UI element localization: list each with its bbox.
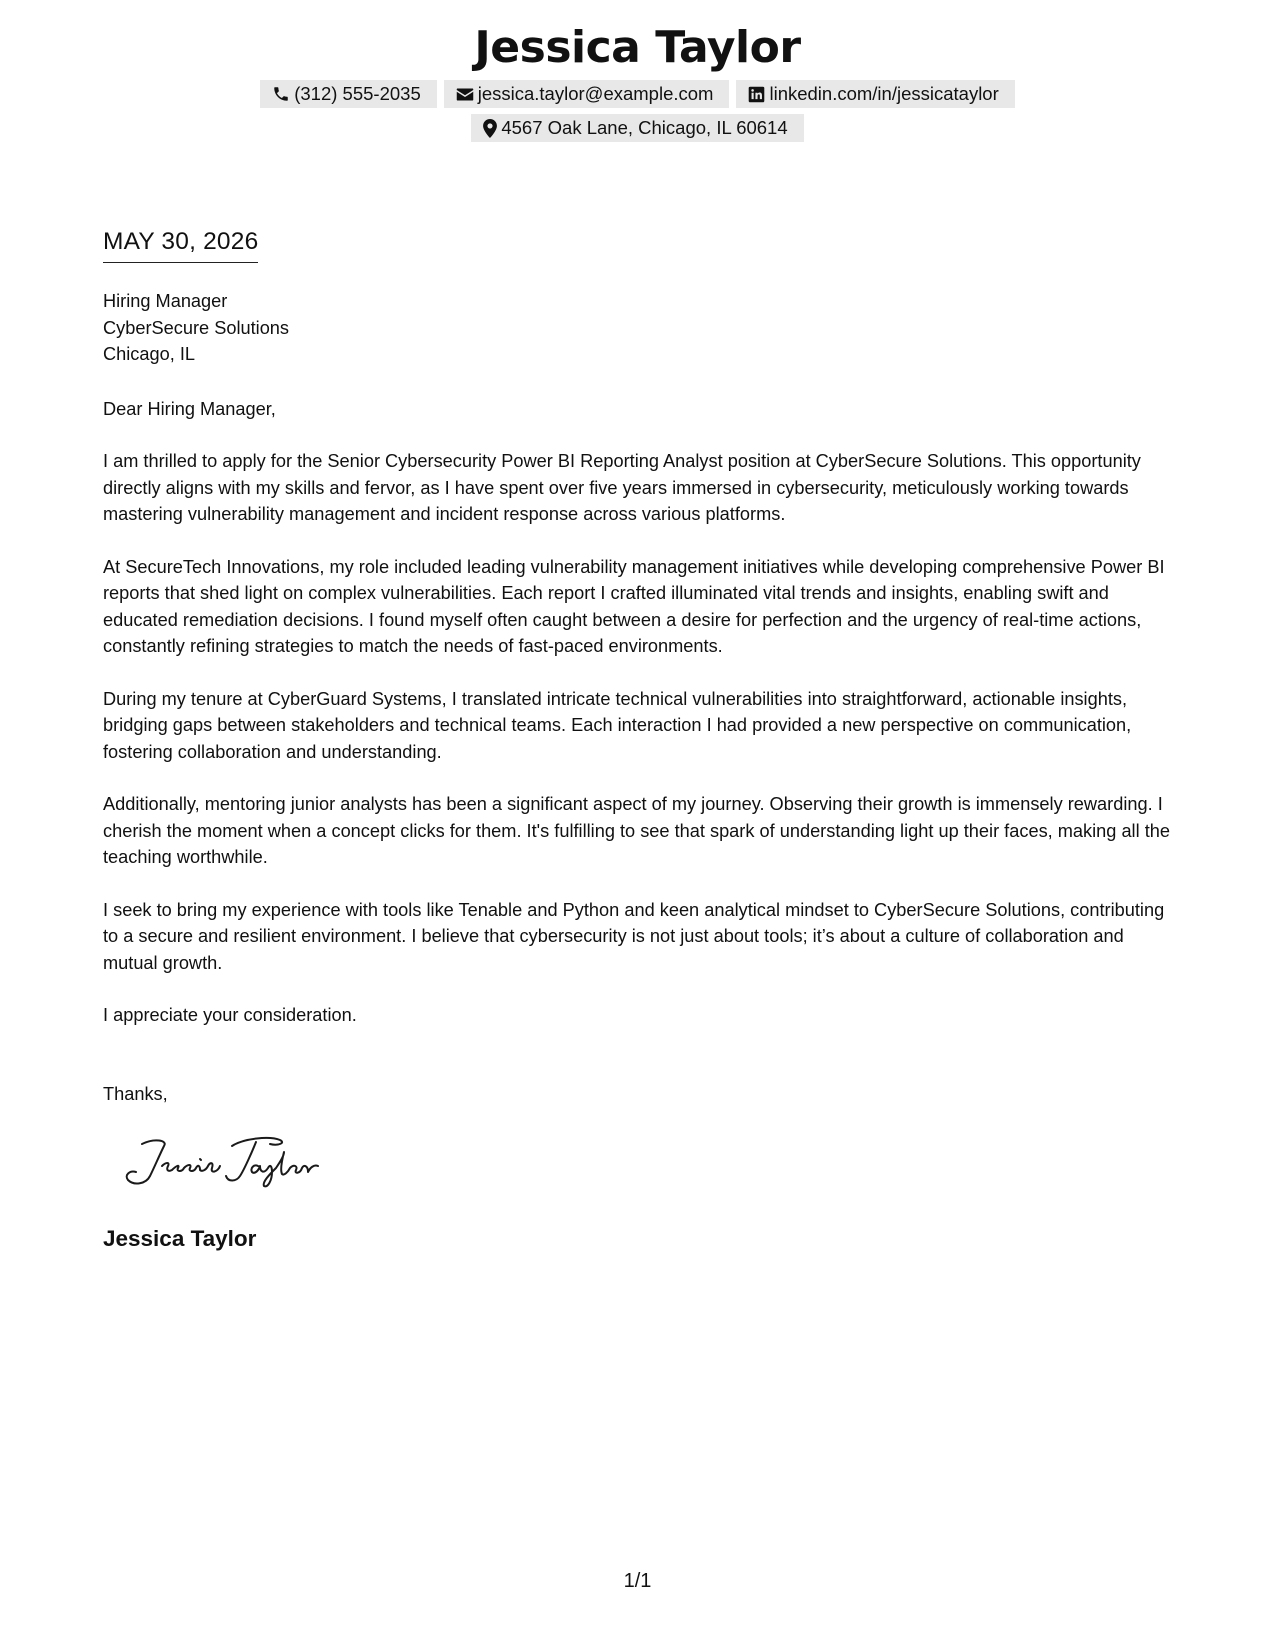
recipient-location: Chicago, IL — [103, 344, 196, 364]
recipient-company: CyberSecure Solutions — [103, 317, 290, 338]
address-text: 4567 Oak Lane, Chicago, IL 60614 — [501, 117, 788, 138]
letter-header — [0, 20, 1275, 142]
page-number: 1/1 — [623, 1570, 652, 1592]
phone-chip — [260, 80, 437, 108]
letter-date: MAY 30, 2026 — [103, 228, 258, 263]
paragraph-appreciation: I appreciate your consideration. — [103, 1005, 357, 1025]
closing: Thanks, — [103, 1083, 168, 1104]
paragraph-goals: I seek to bring my experience with tools like Tenable and Python and keen analytical mindset to CyberSecure Solutions, contributing to a secure and resilient environment. I believe that cybersecurity is not just about tools; it’s about a culture of collaboration and mutual growth. — [103, 899, 1165, 973]
linkedin-text: linkedin.com/in/jessicataylor — [769, 83, 999, 104]
paragraph-securetech: At SecureTech Innovations, my role included leading vulnerability management initiatives while developing comprehensive Power BI reports that shed light on complex vulnerabilities. Each report I crafted illuminated vital trends and insights, enabling swift and educated remediation decisions. I found myself often caught between a desire for perfection and the urgency of real-time actions, constantly refining strategies to match the needs of fast-paced environments. — [103, 556, 1165, 656]
email-text: jessica.taylor@example.com — [477, 83, 714, 104]
paragraph-cyberguard: During my tenure at CyberGuard Systems, I translated intricate technical vulnerabilities into straightforward, actionable insights, bridging gaps between stakeholders and technical teams. Each interaction I had provided a new perspective on communication, fostering collaboration and understanding. — [103, 688, 1132, 762]
recipient-block — [103, 288, 1178, 368]
letter-body — [103, 288, 1178, 1107]
phone-icon — [272, 85, 290, 103]
salutation: Dear Hiring Manager, — [103, 398, 276, 419]
handwritten-signature — [120, 1132, 360, 1192]
email-chip[interactable] — [444, 80, 730, 108]
address-chip — [471, 114, 803, 142]
contact-row — [0, 80, 1275, 108]
linkedin-icon — [748, 86, 765, 103]
recipient-title: Hiring Manager — [103, 291, 228, 311]
linkedin-chip[interactable] — [736, 80, 1014, 108]
paragraph-mentoring: Additionally, mentoring junior analysts has been a significant aspect of my journey. Observing their growth is immensely rewarding. I cherish the moment when a concept clicks for them. It's fulfilling to see that spark of understanding light up their faces, making all the teaching worthwhile. — [103, 794, 1170, 867]
paragraph-intro: I am thrilled to apply for the Senior Cybersecurity Power BI Reporting Analyst position at CyberSecure Solutions. This opportunity directly aligns with my skills and fervor, as I have spent over five years immersed in cybersecurity, meticulously working towards mastering vulnerability management and incident response across various platforms. — [103, 451, 1141, 524]
phone-text: (312) 555-2035 — [294, 83, 421, 104]
map-pin-icon — [483, 119, 497, 138]
envelope-icon — [456, 87, 474, 102]
applicant-name: Jessica Taylor — [474, 22, 801, 73]
signer-name: Jessica Taylor — [103, 1226, 257, 1251]
contact-row-address — [0, 114, 1275, 142]
